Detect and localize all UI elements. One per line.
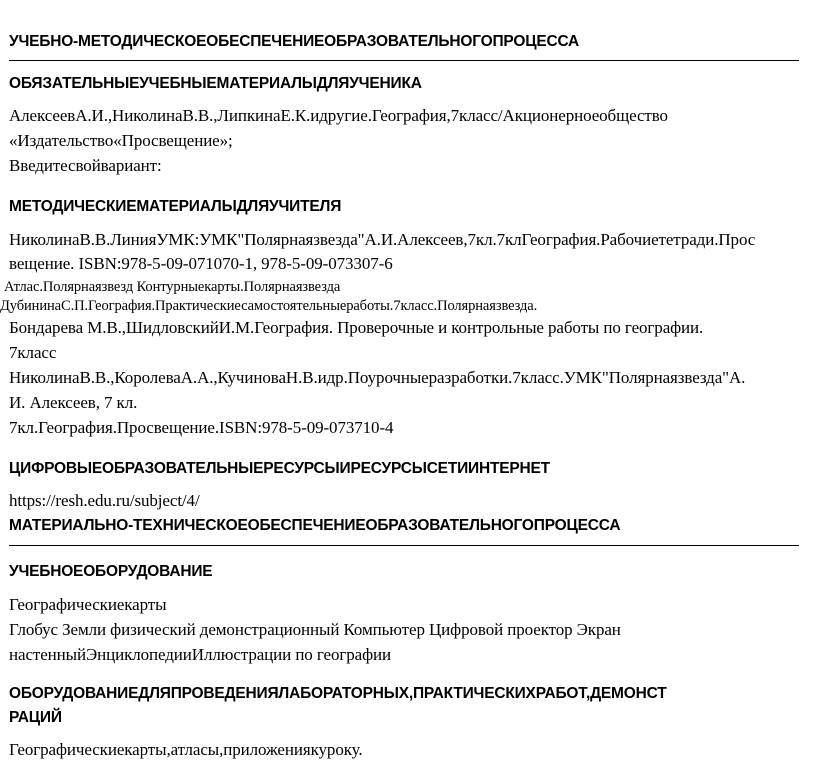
teachers-small-line-2: ДубининаС.П.География.Практическиесамостоятельныеработы.7класс.Полярнаязвезда. xyxy=(0,298,538,314)
material-title: МАТЕРИАЛЬНО-ТЕХНИЧЕСКОЕОБЕСПЕЧЕНИЕОБРАЗОВАТЕЛЬНОГОПРОЦЕССА xyxy=(9,517,621,534)
teachers-line-7: 7кл.География.Просвещение.ISBN:978-5-09-073710-4 xyxy=(9,418,394,437)
lab-heading-line-2: РАЦИЙ xyxy=(9,709,62,726)
equipment-line-1: Географическиекарты xyxy=(9,595,167,614)
digital-heading: ЦИФРОВЫЕОБРАЗОВАТЕЛЬНЫЕРЕСУРСЫИРЕСУРСЫСЕТИИНТЕРНЕТ xyxy=(9,460,550,477)
equipment-heading: УЧЕБНОЕОБОРУДОВАНИЕ xyxy=(9,563,213,580)
lab-line: Географическиекарты,атласы,приложениякуроку. xyxy=(9,740,363,759)
equipment-line-2: Глобус Земли физический демонстрационный Компьютер Цифровой проектор Экран xyxy=(9,620,621,639)
teachers-line-2: вещение. ISBN:978-5-09-071070-1, 978-5-09-073307-6 xyxy=(9,254,393,273)
students-line-3: Введитесвойвариант: xyxy=(9,156,162,175)
material-divider xyxy=(9,545,799,546)
teachers-line-1: НиколинаВ.В.ЛинияУМК:УМК"Полярнаязвезда"А.И.Алексеев,7кл.7клГеография.Рабочиететради.Прос xyxy=(9,230,756,249)
teachers-heading: МЕТОДИЧЕСКИЕМАТЕРИАЛЫДЛЯУЧИТЕЛЯ xyxy=(9,198,342,215)
digital-link[interactable]: https://resh.edu.ru/subject/4/ xyxy=(9,491,200,510)
teachers-line-3: Бондарева М.В.,ШидловскийИ.М.География. Проверочные и контрольные работы по географии. xyxy=(9,318,704,337)
teachers-line-4: 7класс xyxy=(9,343,57,362)
equipment-line-3: настенныйЭнциклопедииИллюстрации по географии xyxy=(9,645,391,664)
teachers-line-6: И. Алексеев, 7 кл. xyxy=(9,393,138,412)
students-line-1: АлексеевА.И.,НиколинаВ.В.,ЛипкинаЕ.К.идругие.География,7класс/Акционерноеобщество xyxy=(9,106,668,125)
title-divider xyxy=(9,60,799,61)
teachers-small-line-1: Атлас.Полярнаязвезд Контурныекарты.Полярнаязвезда xyxy=(4,279,341,295)
teachers-line-5: НиколинаВ.В.,КоролеваА.А.,КучиноваН.В.идр.Поурочныеразработки.7класс.УМК"Полярнаязвезда"А. xyxy=(9,368,746,387)
lab-heading-line-1: ОБОРУДОВАНИЕДЛЯПРОВЕДЕНИЯЛАБОРАТОРНЫХ,ПРАКТИЧЕСКИХРАБОТ,ДЕМОНСТ xyxy=(9,685,667,702)
students-line-2: «Издательство«Просвещение»; xyxy=(9,131,233,150)
students-heading: ОБЯЗАТЕЛЬНЫЕУЧЕБНЫЕМАТЕРИАЛЫДЛЯУЧЕНИКА xyxy=(9,75,422,92)
main-title: УЧЕБНО-МЕТОДИЧЕСКОЕОБЕСПЕЧЕНИЕОБРАЗОВАТЕЛЬНОГОПРОЦЕССА xyxy=(9,33,580,50)
